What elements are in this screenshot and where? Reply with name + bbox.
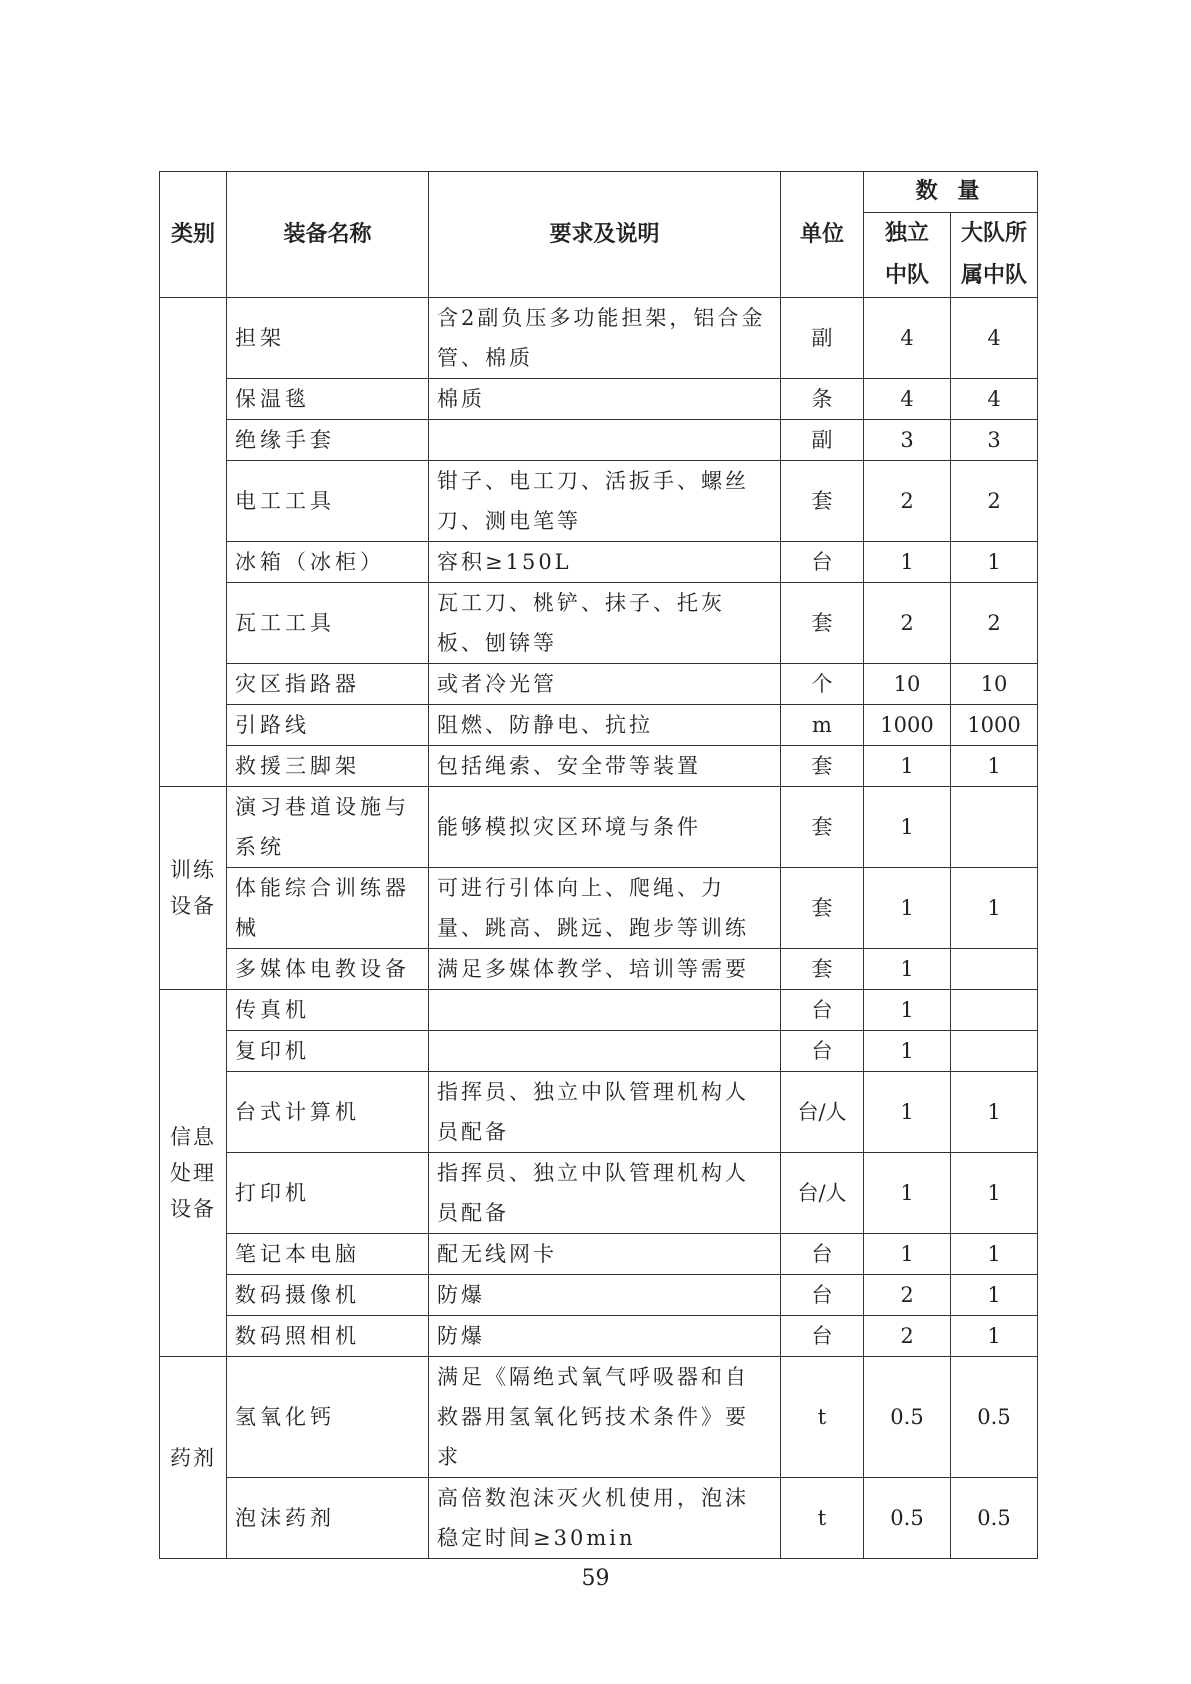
qty-independent-cell: 2 (864, 1316, 951, 1357)
table-row (160, 787, 1038, 868)
unit-cell: 条 (781, 379, 864, 420)
equipment-name-cell: 体能综合训练器械 (227, 868, 429, 949)
qty-brigade-cell: 2 (951, 461, 1038, 542)
qty-brigade-cell (951, 949, 1038, 990)
table-row (160, 746, 1038, 787)
table-row (160, 379, 1038, 420)
equipment-name-cell: 氢氧化钙 (227, 1357, 429, 1478)
unit-cell: 套 (781, 949, 864, 990)
equipment-name-cell: 保温毯 (227, 379, 429, 420)
table-row (160, 1072, 1038, 1153)
description-cell: 指挥员、独立中队管理机构人员配备 (429, 1153, 781, 1234)
unit-cell: t (781, 1478, 864, 1559)
qty-brigade-cell: 4 (951, 298, 1038, 379)
qty-independent-cell: 1 (864, 1031, 951, 1072)
category-cell: 信息处理设备 (160, 990, 227, 1357)
unit-cell: 副 (781, 420, 864, 461)
qty-brigade-cell: 1000 (951, 705, 1038, 746)
qty-independent-cell: 0.5 (864, 1478, 951, 1559)
table-row (160, 1153, 1038, 1234)
unit-cell: 个 (781, 664, 864, 705)
page-number: 59 (581, 1566, 610, 1591)
equipment-name-cell: 复印机 (227, 1031, 429, 1072)
qty-independent-cell: 2 (864, 461, 951, 542)
header-quantity: 数 量 (864, 172, 1038, 213)
description-cell (429, 990, 781, 1031)
qty-independent-cell: 1 (864, 1234, 951, 1275)
qty-independent-cell: 1 (864, 1072, 951, 1153)
unit-cell: 套 (781, 787, 864, 868)
table-row (160, 664, 1038, 705)
qty-brigade-cell: 1 (951, 868, 1038, 949)
description-cell: 含2副负压多功能担架，铝合金管、棉质 (429, 298, 781, 379)
description-cell: 容积≥150L (429, 542, 781, 583)
qty-brigade-cell: 1 (951, 746, 1038, 787)
equipment-name-cell: 电工工具 (227, 461, 429, 542)
table-row (160, 705, 1038, 746)
table-row (160, 1478, 1038, 1559)
equipment-name-cell: 打印机 (227, 1153, 429, 1234)
description-cell: 防爆 (429, 1275, 781, 1316)
qty-brigade-cell: 1 (951, 1275, 1038, 1316)
category-cell: 药剂 (160, 1357, 227, 1559)
unit-cell: 套 (781, 746, 864, 787)
equipment-table (159, 171, 1038, 1559)
unit-cell: 套 (781, 868, 864, 949)
unit-cell: 套 (781, 461, 864, 542)
qty-independent-cell: 1 (864, 787, 951, 868)
qty-independent-cell: 1000 (864, 705, 951, 746)
header-independent: 独立中队 (864, 213, 951, 298)
unit-cell: 台 (781, 1275, 864, 1316)
description-cell: 阻燃、防静电、抗拉 (429, 705, 781, 746)
qty-brigade-cell: 0.5 (951, 1478, 1038, 1559)
qty-independent-cell: 2 (864, 583, 951, 664)
unit-cell: 台/人 (781, 1072, 864, 1153)
qty-independent-cell: 1 (864, 746, 951, 787)
qty-brigade-cell: 1 (951, 542, 1038, 583)
table-body (160, 298, 1038, 1559)
qty-brigade-cell: 3 (951, 420, 1038, 461)
description-cell: 满足《隔绝式氧气呼吸器和自救器用氢氧化钙技术条件》要求 (429, 1357, 781, 1478)
header-name: 装备名称 (227, 172, 429, 298)
description-cell: 能够模拟灾区环境与条件 (429, 787, 781, 868)
description-cell: 钳子、电工刀、活扳手、螺丝刀、测电笔等 (429, 461, 781, 542)
description-cell: 满足多媒体教学、培训等需要 (429, 949, 781, 990)
description-cell: 高倍数泡沫灭火机使用，泡沫稳定时间≥30min (429, 1478, 781, 1559)
qty-independent-cell: 2 (864, 1275, 951, 1316)
qty-independent-cell: 1 (864, 542, 951, 583)
qty-independent-cell: 10 (864, 664, 951, 705)
qty-brigade-cell: 2 (951, 583, 1038, 664)
table-row (160, 990, 1038, 1031)
header-category: 类别 (160, 172, 227, 298)
table-row (160, 1316, 1038, 1357)
table-row (160, 949, 1038, 990)
qty-independent-cell: 4 (864, 298, 951, 379)
table-row (160, 420, 1038, 461)
equipment-name-cell: 灾区指路器 (227, 664, 429, 705)
qty-brigade-cell: 1 (951, 1234, 1038, 1275)
unit-cell: 副 (781, 298, 864, 379)
qty-independent-cell: 1 (864, 868, 951, 949)
description-cell: 配无线网卡 (429, 1234, 781, 1275)
table-row (160, 1357, 1038, 1478)
qty-independent-cell: 4 (864, 379, 951, 420)
table-row (160, 868, 1038, 949)
unit-cell: 台 (781, 542, 864, 583)
table-header (160, 172, 1038, 298)
qty-brigade-cell: 1 (951, 1153, 1038, 1234)
qty-brigade-cell: 4 (951, 379, 1038, 420)
qty-brigade-cell: 1 (951, 1316, 1038, 1357)
equipment-name-cell: 数码摄像机 (227, 1275, 429, 1316)
qty-brigade-cell (951, 787, 1038, 868)
header-unit: 单位 (781, 172, 864, 298)
equipment-name-cell: 台式计算机 (227, 1072, 429, 1153)
description-cell: 瓦工刀、桃铲、抹子、托灰板、刨锛等 (429, 583, 781, 664)
category-cell: 训练设备 (160, 787, 227, 990)
qty-independent-cell: 3 (864, 420, 951, 461)
equipment-name-cell: 救援三脚架 (227, 746, 429, 787)
equipment-name-cell: 传真机 (227, 990, 429, 1031)
description-cell: 防爆 (429, 1316, 781, 1357)
qty-brigade-cell: 10 (951, 664, 1038, 705)
equipment-name-cell: 笔记本电脑 (227, 1234, 429, 1275)
equipment-name-cell: 数码照相机 (227, 1316, 429, 1357)
equipment-name-cell: 冰箱（冰柜） (227, 542, 429, 583)
table-row (160, 1031, 1038, 1072)
table-row (160, 542, 1038, 583)
equipment-name-cell: 多媒体电教设备 (227, 949, 429, 990)
equipment-name-cell: 演习巷道设施与系统 (227, 787, 429, 868)
unit-cell: 台/人 (781, 1153, 864, 1234)
description-cell: 棉质 (429, 379, 781, 420)
qty-independent-cell: 1 (864, 990, 951, 1031)
description-cell (429, 1031, 781, 1072)
unit-cell: 套 (781, 583, 864, 664)
table-row (160, 1234, 1038, 1275)
qty-brigade-cell (951, 990, 1038, 1031)
qty-brigade-cell (951, 1031, 1038, 1072)
qty-independent-cell: 1 (864, 1153, 951, 1234)
unit-cell: t (781, 1357, 864, 1478)
header-desc: 要求及说明 (429, 172, 781, 298)
header-brigade: 大队所属中队 (951, 213, 1038, 298)
equipment-name-cell: 引路线 (227, 705, 429, 746)
unit-cell: m (781, 705, 864, 746)
unit-cell: 台 (781, 990, 864, 1031)
category-cell (160, 298, 227, 787)
qty-independent-cell: 1 (864, 949, 951, 990)
unit-cell: 台 (781, 1031, 864, 1072)
description-cell: 或者冷光管 (429, 664, 781, 705)
qty-independent-cell: 0.5 (864, 1357, 951, 1478)
description-cell: 可进行引体向上、爬绳、力量、跳高、跳远、跑步等训练 (429, 868, 781, 949)
equipment-name-cell: 绝缘手套 (227, 420, 429, 461)
equipment-name-cell: 担架 (227, 298, 429, 379)
equipment-name-cell: 泡沫药剂 (227, 1478, 429, 1559)
unit-cell: 台 (781, 1316, 864, 1357)
qty-brigade-cell: 0.5 (951, 1357, 1038, 1478)
table-row (160, 1275, 1038, 1316)
unit-cell: 台 (781, 1234, 864, 1275)
description-cell: 指挥员、独立中队管理机构人员配备 (429, 1072, 781, 1153)
equipment-name-cell: 瓦工工具 (227, 583, 429, 664)
table-row (160, 583, 1038, 664)
qty-brigade-cell: 1 (951, 1072, 1038, 1153)
description-cell (429, 420, 781, 461)
table-row (160, 298, 1038, 379)
table-row (160, 461, 1038, 542)
description-cell: 包括绳索、安全带等装置 (429, 746, 781, 787)
